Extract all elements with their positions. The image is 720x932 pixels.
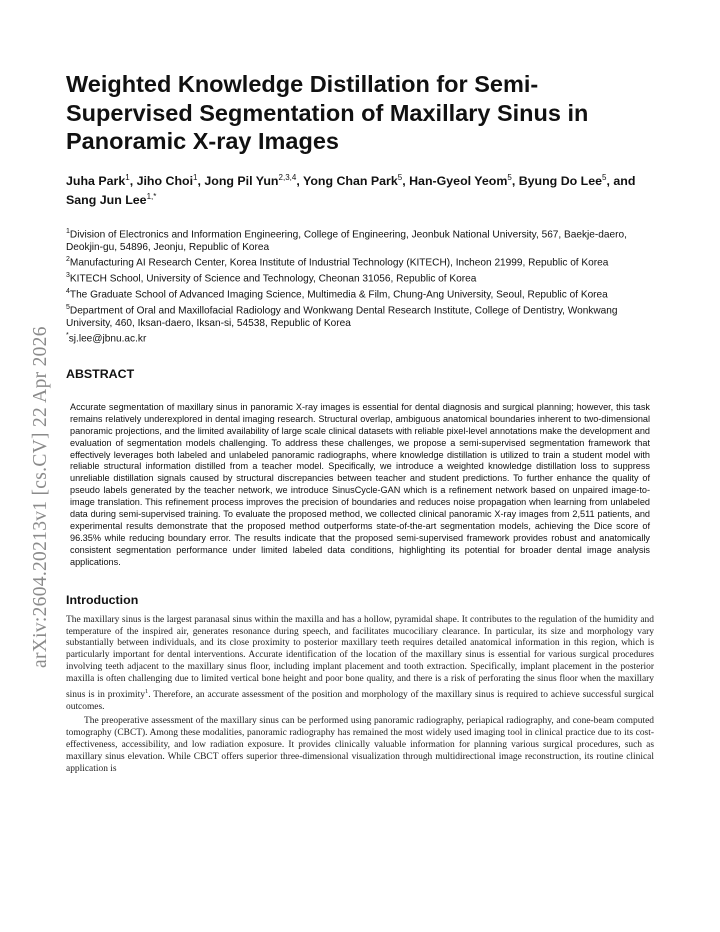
abstract-heading: ABSTRACT xyxy=(66,366,135,381)
author: Byung Do Lee$^5$, and xyxy=(518,172,636,188)
affiliation: $^4$The Graduate School of Advanced Imaging Science, Multimedia & Film, Chung-Ang University, Seoul, Republic of Korea xyxy=(66,287,608,301)
affiliation: $^2$Manufacturing AI Research Center, Korea Institute of Industrial Technology (KITECH), Incheon 21999, Republic of Korea xyxy=(66,256,609,269)
intro-paragraph-1: The maxillary sinus is the largest paranasal sinus within the maxilla and has a hollow, pyramidal shape. It contributes to the regulation of the humidity and temperature of the inspired air, generates resonance during speech, and facilitates mucociliary clearance. In particular, its size and morphology vary substantially between individuals, and its close proximity to posterior maxillary teeth requires detailed anatomical information in this region, which is particularly important for dental interventions. Accurate identification of the location of the maxillary sinus is essential for various surgical procedures involving teeth adjacent to the maxillary sinus floor, including implant placement and tooth extraction. Specifically, implant placement in the posterior maxilla is often challenging due to limited vertical bone height and poor bone quality, and there is a risk of perforating the sinus floor when the maxillary sinus is in proximity$^1$. Therefore, an accurate assessment of the position and morphology of the maxillary sinus is required to achieve successful surgical outcomes. xyxy=(66,614,654,713)
affiliation: $^5$Department of Oral and Maxillofacial Radiology and Wonkwang Dental Research Institute, College of Dentistry, Wonkwang University, 460, Iksan-daero, Iksan-si, 54538, Republic of Korea xyxy=(66,303,618,329)
author: Han-Gyeol Yeom$^5$, xyxy=(409,172,519,188)
paper-page xyxy=(66,70,654,776)
author: Yong Chan Park$^5$, xyxy=(302,172,410,188)
corresponding-email[interactable]: *sj.lee@jbnu.ac.kr xyxy=(66,332,147,345)
affiliation: $^3$KITECH School, University of Science and Technology, Cheonan 31056, Republic of Korea xyxy=(66,271,477,285)
paper-title: Weighted Knowledge Distillation for Semi-Supervised Segmentation of Maxillary Sinus in Panoramic X-ray Images xyxy=(66,71,589,154)
intro-paragraph-2: The preoperative assessment of the maxillary sinus can be performed using panoramic radiography, periapical radiography, and cone-beam computed tomography (CBCT). Among these modalities, panoramic radiography has remained the most widely used imaging tool in clinical practice due to its cost-effectiveness, accessibility, and low radiation exposure. It provides clinically valuable information for planning various surgical procedures, such as maxillary sinus elevation. While CBCT offers superior three-dimensional visualization through multidirectional image reconstruction, its routine clinical application is xyxy=(66,715,654,774)
affiliation: $^1$Division of Electronics and Information Engineering, College of Engineering, Jeonbuk National University, 567, Baekje-daero, Deokjin-gu, 54896, Jeonju, Republic of Korea xyxy=(66,227,627,253)
citation-ref[interactable]: 1 xyxy=(144,688,149,696)
arxiv-identifier: arXiv:2604.20213v1 [cs.CV] 22 Apr 2026 xyxy=(30,326,51,668)
introduction-heading: Introduction xyxy=(66,592,139,607)
author-list xyxy=(66,170,654,208)
author: Jong Pil Yun$^{2,3,4}$, xyxy=(204,172,303,188)
affiliation-list xyxy=(66,226,654,346)
abstract-text: Accurate segmentation of maxillary sinus in panoramic X-ray images is essential for dental diagnosis and surgical planning; however, this task remains relatively underexplored in dental imaging research. Structural overlap, ambiguous anatomical boundaries inherent to two-dimensional panoramic projections, and the limited availability of large scale clinical datasets with reliable pixel-level annotations make the development and evaluation of segmentation models challenging. To address these challenges, we propose a semi-supervised segmentation framework that effectively leverages both labeled and unlabeled panoramic radiographs, where knowledge distillation is utilized to train a student model with reliable structural information distilled from a teacher model. Specifically, we introduce a weighted knowledge distillation loss to suppress unreliable distillation signals caused by structural discrepancies between teacher and student predictions. To further enhance the quality of pseudo labels generated by the teacher network, we introduce SinusCycle-GAN which is a refinement network based on unpaired image-to-image translation. This refinement process improves the precision of boundaries and reduces noise propagation when learning from unlabeled data during semi-supervised training. To evaluate the proposed method, we collected clinical panoramic X-ray images from 2,511 patients, and experimental results demonstrate that the proposed method outperforms state-of-the-art segmentation models, achieving the Dice score of 96.35% while reducing boundary error. The results indicate that the proposed semi-supervised framework provides robust and anatomically consistent segmentation performance under limited labeled data conditions, highlighting its potential for broader dental image analysis applications. xyxy=(70,401,650,567)
author: Juha Park$^1$, xyxy=(66,172,137,188)
author: Jiho Choi$^1$, xyxy=(136,172,205,188)
author: Sang Jun Lee$^{1,*}$ xyxy=(66,191,157,207)
